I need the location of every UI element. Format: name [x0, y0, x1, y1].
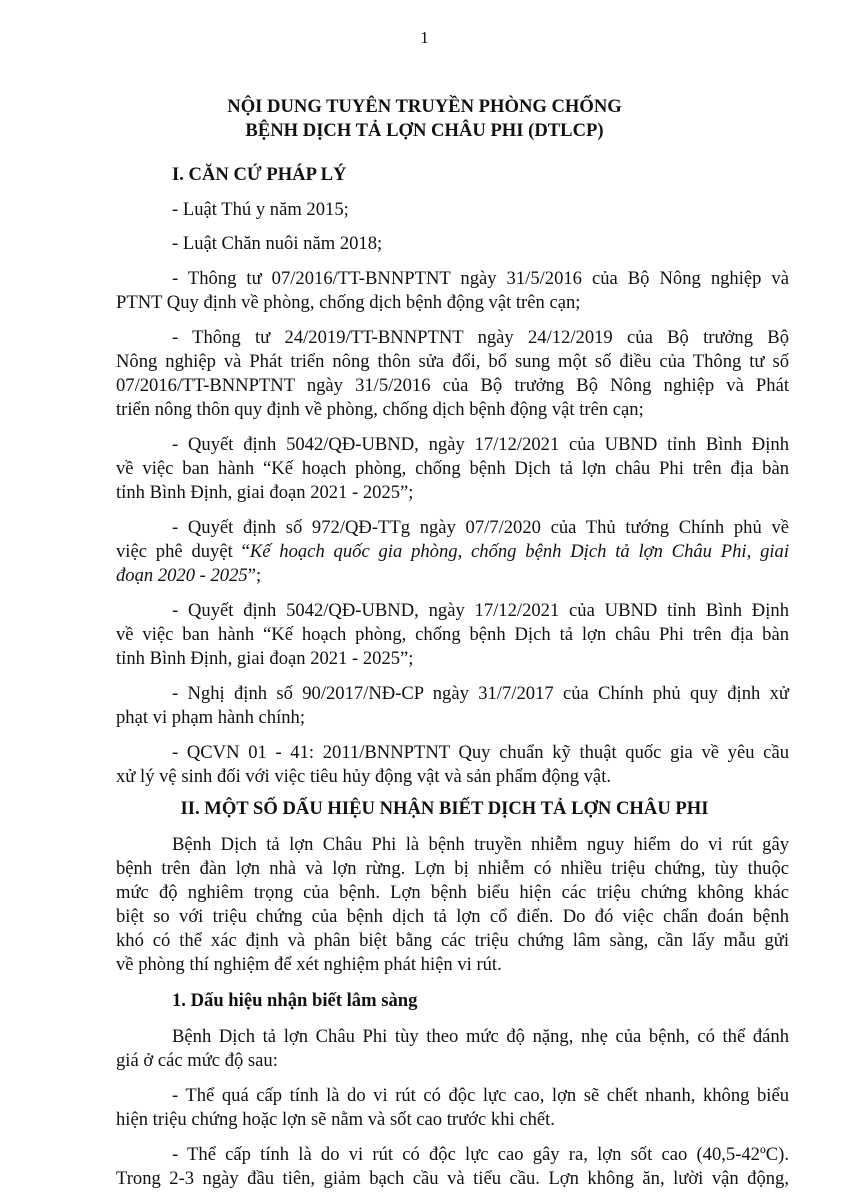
- text-run: việc phê duyệt “: [116, 541, 250, 562]
- body-line: Bệnh Dịch tả lợn Châu Phi tùy theo mức độ nặng, nhẹ của bệnh, có thể đánh: [172, 1026, 789, 1047]
- legal-item-cont: về việc ban hành “Kế hoạch phòng, chống bệnh Dịch tả lợn châu Phi trên địa bàn: [116, 458, 789, 479]
- legal-item-cont: tỉnh Bình Định, giai đoạn 2021 - 2025”;: [116, 648, 414, 669]
- legal-item-cont: [116, 541, 789, 563]
- legal-item: - Thông tư 24/2019/TT-BNNPTNT ngày 24/12/2019 của Bộ trưởng Bộ: [172, 327, 789, 348]
- legal-item-cont: 07/2016/TT-BNNPTNT ngày 31/5/2016 của Bộ trưởng Bộ Nông nghiệp và Phát: [116, 375, 789, 396]
- plan-title-italic: Kế hoạch quốc gia phòng, chống bệnh Dịch tả lợn Châu Phi, giai: [249, 541, 789, 562]
- legal-item: - QCVN 01 - 41: 2011/BNNPTNT Quy chuẩn kỹ thuật quốc gia về yêu cầu: [172, 742, 789, 763]
- page-number: 1: [420, 28, 429, 47]
- legal-item: - Luật Thú y năm 2015;: [172, 199, 349, 220]
- body-line: Trong 2-3 ngày đầu tiên, giảm bạch cầu và tiểu cầu. Lợn không ăn, lười vận động,: [116, 1168, 789, 1189]
- legal-item: - Thông tư 07/2016/TT-BNNPTNT ngày 31/5/2016 của Bộ Nông nghiệp và: [172, 268, 789, 289]
- intro-line: về phòng thí nghiệm để xét nghiệm phát hiện vi rút.: [116, 954, 502, 975]
- intro-line: Bệnh Dịch tả lợn Châu Phi là bệnh truyền nhiễm nguy hiểm do vi rút gây: [172, 834, 789, 855]
- intro-line: biệt so với triệu chứng của bệnh dịch tả lợn cổ điển. Do đó việc chẩn đoán bệnh: [116, 906, 789, 927]
- subsection-1-heading: 1. Dấu hiệu nhận biết lâm sàng: [172, 990, 418, 1011]
- legal-item: - Quyết định số 972/QĐ-TTg ngày 07/7/2020 của Thủ tướng Chính phủ về: [172, 517, 789, 538]
- legal-item: - Nghị định số 90/2017/NĐ-CP ngày 31/7/2017 của Chính phủ quy định xử: [172, 683, 789, 704]
- legal-item-cont: xử lý vệ sinh đối với việc tiêu hủy động vật và sản phẩm động vật.: [116, 766, 612, 787]
- legal-item-cont: phạt vi phạm hành chính;: [116, 707, 305, 728]
- legal-item: - Quyết định 5042/QĐ-UBND, ngày 17/12/2021 của UBND tỉnh Bình Định: [172, 600, 789, 621]
- title-line-1: NỘI DUNG TUYÊN TRUYỀN PHÒNG CHỐNG: [227, 96, 622, 117]
- legal-item-cont: về việc ban hành “Kế hoạch phòng, chống bệnh Dịch tả lợn châu Phi trên địa bàn: [116, 624, 789, 645]
- plan-period-italic: đoạn 2020 - 2025: [116, 565, 248, 586]
- legal-item-cont: tỉnh Bình Định, giai đoạn 2021 - 2025”;: [116, 482, 414, 503]
- legal-item-cont: triển nông thôn quy định về phòng, chống dịch bệnh động vật trên cạn;: [116, 399, 644, 420]
- legal-item: - Quyết định 5042/QĐ-UBND, ngày 17/12/2021 của UBND tỉnh Bình Định: [172, 434, 789, 455]
- legal-item-cont: Nông nghiệp và Phát triển nông thôn sửa đổi, bổ sung một số điều của Thông tư số: [116, 351, 789, 372]
- text-run: ”;: [247, 565, 262, 586]
- body-line: hiện triệu chứng hoặc lợn sẽ nằm và sốt cao trước khi chết.: [116, 1109, 555, 1130]
- intro-line: bệnh trên đàn lợn nhà và lợn rừng. Lợn bị nhiễm có nhiều triệu chứng, tùy thuộc: [116, 858, 789, 879]
- section-2-heading: II. MỘT SỐ DẤU HIỆU NHẬN BIẾT DỊCH TẢ LỢN CHÂU PHI: [180, 798, 709, 819]
- legal-item: - Luật Chăn nuôi năm 2018;: [172, 233, 383, 254]
- legal-item-cont: [116, 565, 789, 587]
- body-line: - Thể cấp tính là do vi rút có độc lực cao gây ra, lợn sốt cao (40,5-42ºC).: [172, 1144, 789, 1165]
- body-line: giá ở các mức độ sau:: [116, 1050, 278, 1071]
- section-1-heading: I. CĂN CỨ PHÁP LÝ: [172, 164, 347, 185]
- document-title: [0, 95, 849, 143]
- title-line-2: BỆNH DỊCH TẢ LỢN CHÂU PHI (DTLCP): [245, 120, 604, 141]
- body-line: - Thể quá cấp tính là do vi rút có độc lực cao, lợn sẽ chết nhanh, không biểu: [172, 1085, 789, 1106]
- intro-line: mức độ nghiêm trọng của bệnh. Lợn bệnh biểu hiện các triệu chứng không khác: [116, 882, 789, 903]
- intro-line: khó có thể xác định và phân biệt bằng các triệu chứng lâm sàng, cần lấy mẫu gửi: [116, 930, 789, 951]
- legal-item-cont: PTNT Quy định về phòng, chống dịch bệnh động vật trên cạn;: [116, 292, 581, 313]
